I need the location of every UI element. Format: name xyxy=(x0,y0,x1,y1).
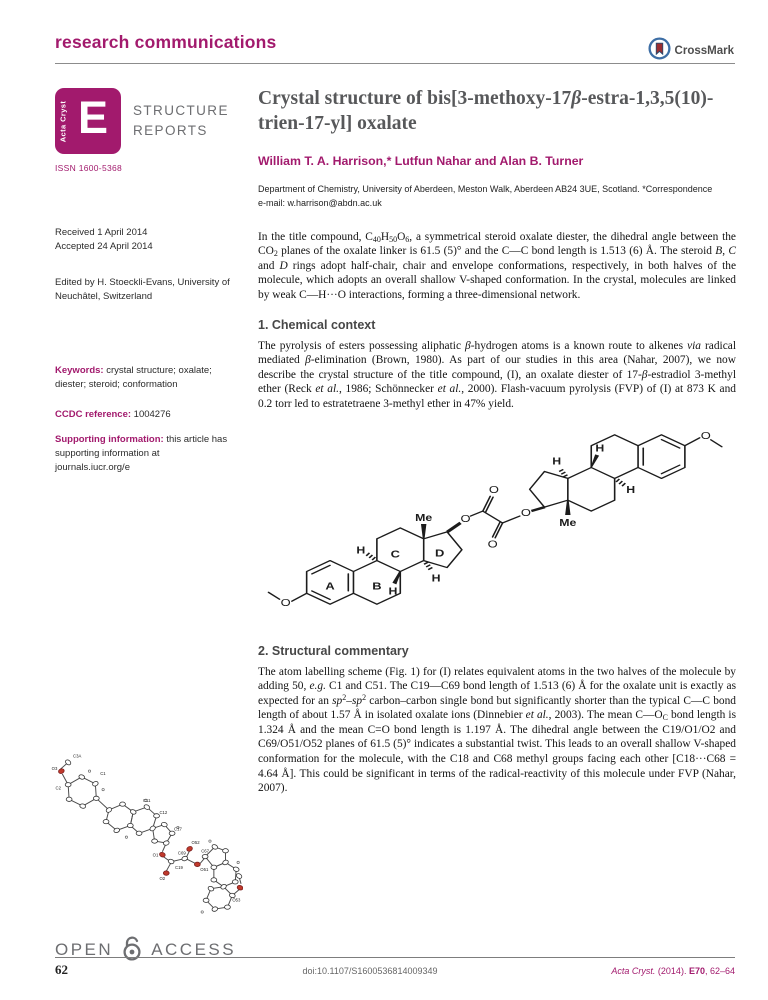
atom-label: O3 xyxy=(51,765,58,771)
citation: Acta Cryst. (2014). E70, 62–64 xyxy=(611,966,735,976)
footer xyxy=(55,962,735,978)
figure1-ortep-plot xyxy=(39,734,247,924)
atom-label: C19 xyxy=(175,864,183,870)
section-2-text: The atom labelling scheme (Fig. 1) for (I) relates equivalent atoms in the two halves of the molecule by adding 50, e.g. C1 and C51. The C19—C69 bond length of 1.513 (6) Å for the oxalate unit is exactly as expected for an $sp^2-sp^2$ carbon–carbon single bond but significantly shorter than the typical C—C bond length of about 1.57 Å in isolated oxalate ions (Dinnebier et al., 2003). The mean $C—O_C$ bond length is 1.324 Å and the mean C=O bond length is 1.197 Å. The dihedral angle between the C19/O1/O2 and C69/O51/O52 planes of 61.5 (5)° indicates a substantial twist. This leads to an overall shallow V-shaped conformation for the molecule, with the C18 and C68 methyl groups facing each other [C18···C68 = 4.64 Å]. This could be significant in terms of the radical-reactivity of this molecule under FVP (Nahar, 2007). xyxy=(258,665,737,795)
atom-label: C69 xyxy=(177,850,186,856)
article-affiliation[interactable]: Department of Chemistry, University of Aberdeen, Meston Walk, Aberdeen AB24 3UE, Scotland. *Correspondence e-mail: w.harrison@abdn.ac.uk xyxy=(258,183,713,208)
hydrogen-label: H xyxy=(356,545,366,556)
hydrogen-label: H xyxy=(626,484,636,496)
open-access-access: ACCESS xyxy=(151,940,237,959)
supporting-info-block[interactable] xyxy=(55,433,237,476)
hydrogen-label: H xyxy=(388,585,398,597)
footer-divider xyxy=(55,957,735,958)
atom-label: C12 xyxy=(159,809,168,815)
article-body xyxy=(258,86,736,796)
logo-caption-line1: STRUCTURE xyxy=(133,103,229,118)
doi-link[interactable]: doi:10.1107/S1600536814009349 xyxy=(302,966,438,976)
ring-label-B: B xyxy=(372,579,382,592)
received-date: Received 1 April 2014 xyxy=(55,227,148,238)
keywords-block xyxy=(55,364,241,393)
oxygen-label: O xyxy=(280,596,291,609)
atom-label: O51 xyxy=(200,866,209,872)
header-divider xyxy=(55,63,735,64)
crossmark-label: CrossMark xyxy=(674,45,734,57)
atom-label: C11 xyxy=(142,797,151,803)
atom-label: O52 xyxy=(191,839,200,845)
oxygen-label: O xyxy=(487,538,498,550)
supporting-text: this article has supporting information at journals.iucr.org/e xyxy=(55,433,228,474)
oxygen-label: O xyxy=(520,506,531,519)
open-access-open: OPEN xyxy=(55,940,114,959)
ccdc-value: 1004276 xyxy=(131,408,171,420)
sidebar xyxy=(51,88,247,967)
logo-caption xyxy=(133,88,229,142)
page-section-title: research communications xyxy=(55,32,277,52)
hydrogen-label: H xyxy=(595,443,605,454)
oxygen-label: O xyxy=(700,429,711,441)
atom-label: C67 xyxy=(201,848,210,854)
ring-label-D: D xyxy=(435,547,445,559)
abstract: In the title compound, $C_{40}H_{50}O_6$, a symmetrical steroid oxalate diester, the dihedral angle between the $CO_2$ planes of the oxalate linker is 61.5 (5)° and the C—C bond length is 1.513 (6) Å. The steroid B, C and D rings adopt half-chair, chair and envelope conformations, respectively, in both halves of the molecule, which adopts an overall shallow V-shaped conformation. In the crystal, molecules are linked by weak C—H···O interactions, forming a three-dimensional network. xyxy=(258,230,737,301)
section-2-heading: 2. Structural commentary xyxy=(258,643,409,658)
atom-label: C3A xyxy=(73,753,82,759)
atom-label: C17 xyxy=(174,825,182,831)
edited-by: Edited by H. Stoeckli-Evans, University of Neuchâtel, Switzerland xyxy=(55,276,230,302)
acta-e-logo xyxy=(55,88,121,154)
atom-label: O1 xyxy=(152,852,159,858)
section-1-heading: 1. Chemical context xyxy=(258,317,376,332)
atom-label: O53 xyxy=(232,896,241,902)
section-1-text: The pyrolysis of esters possessing aliphatic β-hydrogen atoms is a known route to alkenes via radical mediated β-elimination (Brown, 1980). As part of our studies in this area (Nahar, 2007), we now describe the crystal structure of the title compound, (I), an oxalate diester of 17-β-estradiol 3-methyl ether (Reck et al., 1986; Schönnecker et al., 2000). Flash-vacuum pyrolysis (FVP) of (I) at 873 K and 0.2 torr led to estratetraene 3-methyl ether in 47% yield. xyxy=(258,339,736,410)
keywords-label: Keywords: xyxy=(55,365,104,376)
hydrogen-label: H xyxy=(552,456,562,467)
atom-label: C2 xyxy=(55,785,61,791)
crossmark-badge[interactable] xyxy=(648,37,734,65)
journal-logo xyxy=(55,88,247,154)
logo-letter: E xyxy=(78,92,109,143)
atom-label: O2 xyxy=(159,875,166,881)
hydrogen-label: H xyxy=(431,572,441,584)
dates-block xyxy=(55,226,247,255)
logo-vertical-text: Acta Cryst xyxy=(58,100,68,143)
methyl-label: Me xyxy=(415,512,433,524)
crossmark-icon xyxy=(648,37,671,65)
ring-label-A: A xyxy=(325,579,335,592)
logo-caption-line2: REPORTS xyxy=(133,123,208,139)
ccdc-label: CCDC reference: xyxy=(55,408,132,420)
keywords-text: crystal structure; oxalate; diester; steroid; conformation xyxy=(55,365,212,391)
accepted-date: Accepted 24 April 2014 xyxy=(55,241,153,253)
oxygen-label: O xyxy=(460,512,471,525)
issn: ISSN 1600-5368 xyxy=(55,163,123,173)
article-authors: William T. A. Harrison,* Lutfun Nahar and Alan B. Turner xyxy=(258,153,584,168)
atom-label: C1 xyxy=(100,770,106,776)
article-title: Crystal structure of bis[3-methoxy-17β-estra-1,3,5(10)-trien-17-yl] oxalate xyxy=(258,88,714,135)
ccdc-block xyxy=(55,408,247,422)
supporting-label: Supporting information: xyxy=(55,433,164,445)
page-number: 62 xyxy=(55,962,68,977)
methyl-label: Me xyxy=(559,517,577,529)
oxygen-label: O xyxy=(488,483,499,496)
chemical-scheme-figure xyxy=(266,416,736,629)
ring-label-C: C xyxy=(390,548,401,560)
